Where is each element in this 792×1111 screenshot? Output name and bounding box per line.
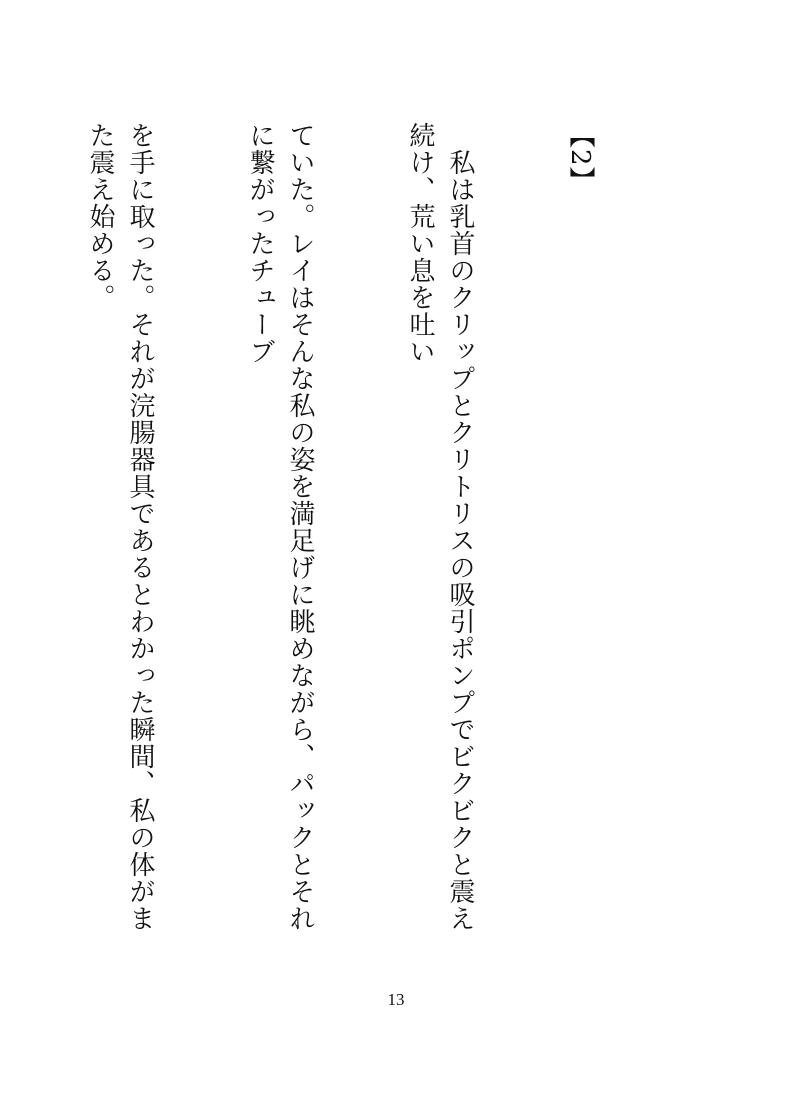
text-line: を手に取った。それが浣腸器具であるとわかった瞬間、私の体がまた震え始める。 (85, 122, 155, 932)
body-text (85, 122, 680, 952)
page-number: 13 (387, 990, 405, 1009)
text-line: ていた。レイはそんな私の姿を満足げに眺めながら、パックとそれに繋がったチューブ (245, 122, 315, 932)
chapter-heading: 【2】 (565, 122, 595, 194)
text-line: 私は乳首のクリップとクリトリスの吸引ポンプでビクビクと震え続け、荒い息を吐い (405, 122, 475, 932)
